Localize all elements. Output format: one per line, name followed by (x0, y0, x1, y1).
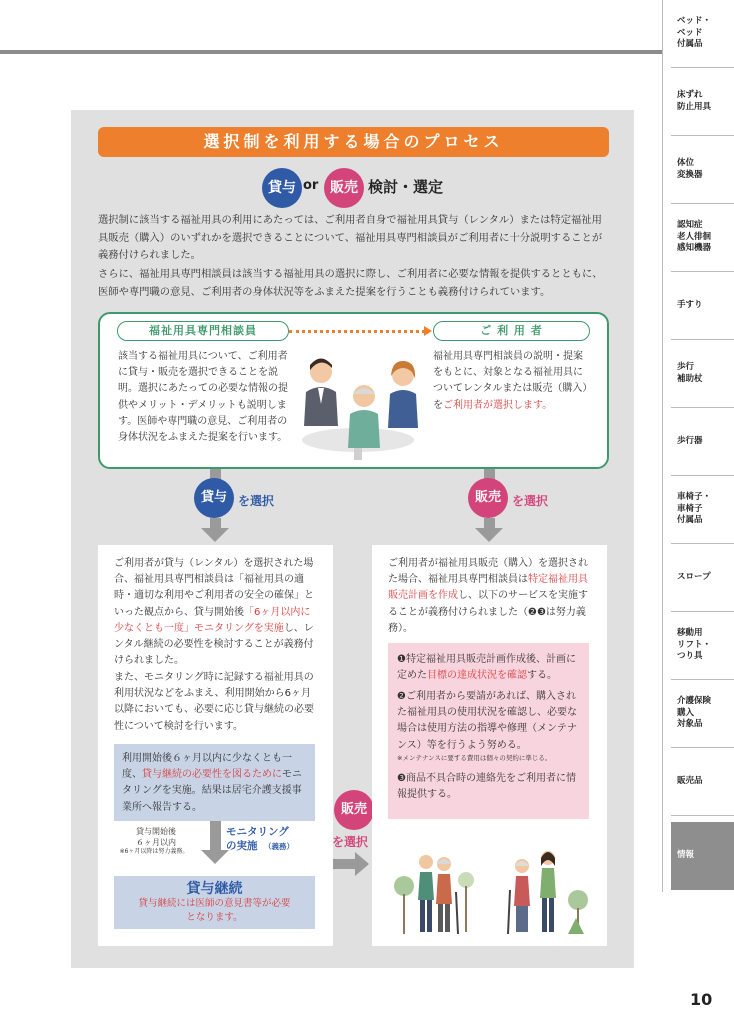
tab-sale-items[interactable]: 販売品 (671, 748, 734, 816)
tab-bedsore[interactable]: 床ずれ 防止用具 (671, 68, 734, 136)
or-label: or (303, 178, 319, 193)
rental-circle: 貸与 (262, 168, 302, 208)
intro-paragraph-2: さらに、福祉用具専門相談員は該当する福祉用具の選択に際し、ご利用者に必要な情報を提供するとともに、医師や専門職の意見、ご利用者の身体状況等をふまえた提案を行うことも義務付けられています。 (98, 268, 603, 298)
tab-position-changer[interactable]: 体位 変換器 (671, 136, 734, 204)
tab-walker[interactable]: 歩行器 (671, 408, 734, 476)
consultant-text: 該当する福祉用具について、ご利用者に貸与・販売を選択できることを説明。選択にあたっての必要な情報の提供やメリット・デメリットも説明します。医師や専門職の意見、ご利用者の身体状況をふまえた提案を行います。 (118, 351, 288, 443)
tab-dementia-sensor[interactable]: 認知症 老人徘徊 感知機器 (671, 204, 734, 272)
mid-sale-arrow-icon (355, 852, 369, 876)
consultation-illustration (294, 348, 428, 462)
review-selection-label: 検討・選定 (368, 178, 444, 196)
rental-period-label: 貸与開始後 ６ヶ月以内 (136, 827, 176, 848)
mid-sale-circle: 販売 (334, 790, 374, 830)
tab-slope[interactable]: スロープ (671, 544, 734, 612)
walking-people-illustration (392, 840, 592, 940)
monitoring-info-text: 利用開始後６ヶ月以内に少なくとも一度、貸与継続の必要性を図るためにモニタリングを実施。結果は居宅介護支援事業所へ報告する。 (122, 753, 302, 813)
rental-paragraph-2: また、モニタリング時に記録する福祉用具の利用状況などをふまえ、利用開始から6ヶ月以降においても、必要に応じ貸与継続の必要性について検討を行います。 (114, 672, 314, 732)
tab-wheelchair[interactable]: 車椅子・ 車椅子 付属品 (671, 476, 734, 544)
consultant-label: 福祉用具専門相談員 (117, 321, 289, 341)
sale-item-1: ❶特定福祉用具販売計画作成後、計画に定めた目標の達成状況を確認する。 (397, 654, 576, 682)
mid-sale-label: を選択 (332, 835, 369, 849)
sale-select-label: を選択 (512, 494, 549, 508)
monitoring-note: （義務） (264, 842, 294, 851)
tab-bed[interactable]: ベッド・ ベッド 付属品 (671, 0, 734, 68)
sale-item-3: ❸商品不具合時の連絡先をご利用者に情報提供する。 (397, 773, 576, 801)
dotted-connector (289, 330, 425, 333)
rental-arrow-down-icon (201, 528, 229, 542)
rental-select-label: を選択 (238, 494, 275, 508)
rental-continue-title: 貸与継続 (186, 881, 243, 897)
tab-info[interactable]: 情報 (671, 822, 734, 890)
tab-walking-cane[interactable]: 歩行 補助杖 (671, 340, 734, 408)
monitoring-arrow-down-icon (201, 850, 229, 864)
sale-item-2-note: ※メンテナンスに要する費用は個々の契約に準じる。 (397, 754, 552, 762)
page-number: 10 (690, 990, 713, 1009)
user-label: ご 利 用 者 (433, 321, 590, 341)
user-text: 福祉用具専門相談員の説明・提案をもとに、対象となる福祉用具についてレンタルまたは販売（購入）をご利用者が選択します。 (433, 351, 588, 411)
tab-insurance-purchase[interactable]: 介護保険 購入 対象品 (671, 680, 734, 748)
sale-paragraph-1: ご利用者が福祉用具販売（購入）を選択された場合、福祉用具専門相談員は特定福祉用具販売計画を作成し、以下のサービスを実施することが義務付けられました（❷❸は努力義務）。 (388, 558, 588, 634)
mid-sale-arrow-bar (333, 859, 355, 869)
rental-paragraph-1: ご利用者が貸与（レンタル）を選択された場合、福祉用具専門相談員は「福祉用具の適時・適切な利用やご利用者の安全の確保」といった観点から、貸与開始後「6ヶ月以内に少なくとも一度」モニタリングを実施し、レンタル継続の必要性を検討することが義務付けられました。 (114, 558, 314, 667)
index-tabs (662, 0, 734, 892)
intro-paragraph-1: 選択制に該当する福祉用具の利用にあたっては、ご利用者自身で福祉用具貸与（レンタル）または特定福祉用具販売（購入）のいずれかを選択できることについて、福祉用具専門相談員がご利用者に十分説明することが義務付けられました。 (98, 214, 603, 262)
sale-item-2: ❷ご利用者から要請があれば、購入された福祉用具の使用状況を確認し、必要な場合は使用方法の指導や修理（メンテナンス）等を行うよう努める。 (397, 691, 577, 751)
rental-period-note: ※6ヶ月以降は努力義務。 (119, 848, 189, 855)
sale-circle: 販売 (324, 168, 364, 208)
tab-lift[interactable]: 移動用 リフト・ つり具 (671, 612, 734, 680)
sale-select-circle: 販売 (468, 478, 508, 518)
monitoring-label: モニタリング の実施 (226, 826, 289, 852)
tab-handrail[interactable]: 手すり (671, 272, 734, 340)
page-title: 選択制を利用する場合のプロセス (98, 127, 609, 157)
monitoring-connector (210, 821, 221, 851)
rental-select-circle: 貸与 (194, 478, 234, 518)
rental-continue-text: 貸与継続には医師の意見書等が必要となります。 (138, 898, 291, 924)
sale-arrow-down-icon (475, 528, 503, 542)
top-divider (0, 50, 662, 54)
connector-arrow-icon (424, 326, 432, 336)
